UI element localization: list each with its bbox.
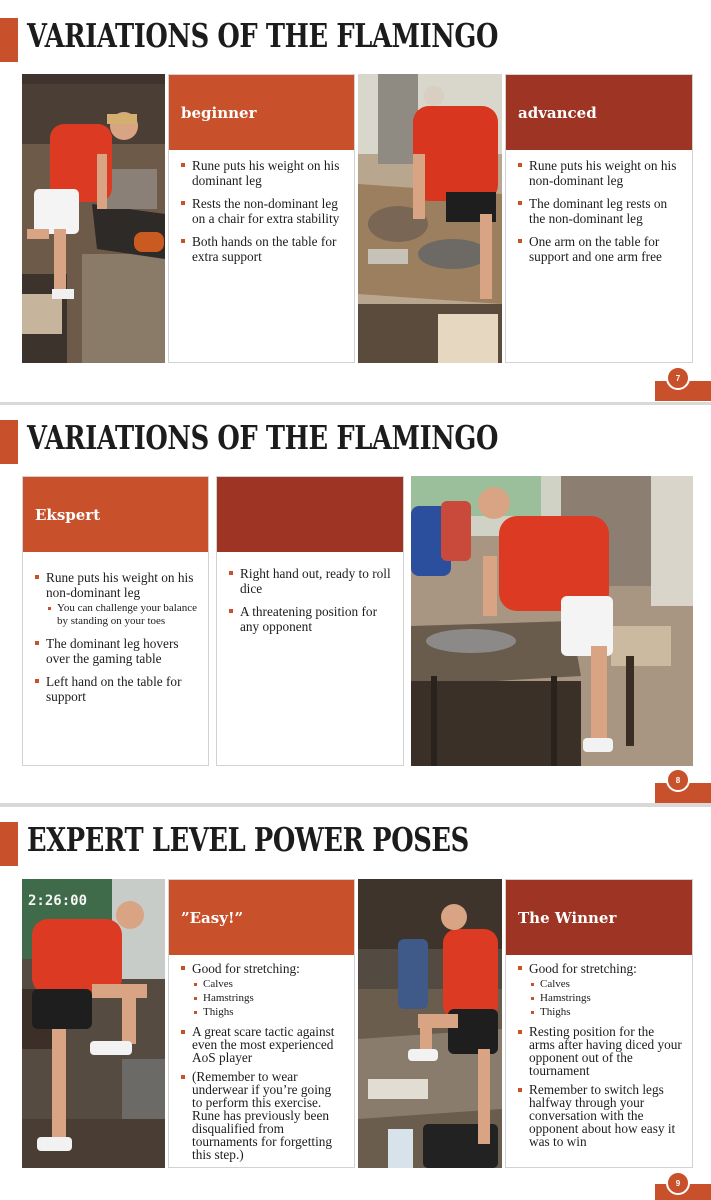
- panel-heading: The Winner: [506, 880, 692, 955]
- panel-heading: beginner: [169, 75, 354, 150]
- panel-easy: [168, 879, 355, 1168]
- bullet: Both hands on the table for extra support: [181, 234, 344, 264]
- page-number: 9: [666, 1171, 690, 1195]
- photo-beginner-pose: [22, 74, 165, 363]
- sub-bullet: Hamstrings: [529, 992, 682, 1005]
- slide-7: [0, 0, 711, 402]
- sub-bullet: Thighs: [529, 1006, 682, 1019]
- sub-bullet: Calves: [192, 978, 344, 991]
- bullet: Rune puts his weight on his dominant leg: [181, 158, 344, 188]
- sub-bullet: Calves: [529, 978, 682, 991]
- bullet-text: Good for stretching:: [529, 961, 637, 976]
- sub-bullet: You can challenge your balance by standing on your toes: [46, 602, 198, 628]
- bullet: Rune puts his weight on his non-dominant leg: [518, 158, 682, 188]
- panel-body: [169, 150, 354, 362]
- page-number: 7: [666, 366, 690, 390]
- title-accent-bar: [0, 420, 18, 464]
- slide-title: EXPERT LEVEL POWER POSES: [27, 820, 469, 859]
- bullet-text: Good for stretching:: [192, 961, 300, 976]
- bullet: [518, 961, 682, 1019]
- slide-8: [0, 405, 711, 803]
- bullet: [181, 961, 344, 1019]
- panel-beginner: [168, 74, 355, 363]
- photo-advanced-pose: [358, 74, 502, 363]
- photo-ekspert-pose: [411, 476, 693, 766]
- panel-body: [506, 955, 692, 1167]
- slide-9: [0, 807, 711, 1200]
- panel-advanced: [505, 74, 693, 363]
- sub-bullet: Thighs: [192, 1006, 344, 1019]
- panel-body: [217, 552, 403, 765]
- bullet: Remember to switch legs halfway through your conversation with the opponent about how easy it was to win: [518, 1083, 682, 1148]
- bullet: A threatening position for any opponent: [229, 604, 393, 634]
- bullet: (Remember to wear underwear if you’re going to perform this exercise. Rune has previously been disqualified from tournaments for forgetting this step.): [181, 1070, 344, 1161]
- panel-ekspert: [22, 476, 209, 766]
- photo-winner-pose: [358, 879, 502, 1168]
- bullet: The dominant leg rests on the non-dominant leg: [518, 196, 682, 226]
- bullet: Left hand on the table for support: [35, 674, 198, 704]
- bullet: [35, 570, 198, 628]
- slide-title: VARIATIONS OF THE FLAMINGO: [27, 418, 499, 457]
- bullet: Resting position for the arms after having diced your opponent out of the tournament: [518, 1025, 682, 1077]
- bullet: Right hand out, ready to roll dice: [229, 566, 393, 596]
- panel-winner: [505, 879, 693, 1168]
- panel-body: [169, 955, 354, 1167]
- title-accent-bar: [0, 18, 18, 62]
- photo-easy-pose: [22, 879, 165, 1168]
- bullet: Rests the non-dominant leg on a chair for extra stability: [181, 196, 344, 226]
- panel-body: [506, 150, 692, 362]
- panel-body: [23, 552, 208, 765]
- panel-heading: ”Easy!”: [169, 880, 354, 955]
- panel-heading: Ekspert: [23, 477, 208, 552]
- clock-readout: 2:26:00: [28, 893, 88, 909]
- bullet-text: Rune puts his weight on his non-dominant leg: [46, 570, 194, 600]
- title-accent-bar: [0, 822, 18, 866]
- panel-heading: [217, 477, 403, 552]
- bullet: One arm on the table for support and one arm free: [518, 234, 682, 264]
- slide-title: VARIATIONS OF THE FLAMINGO: [27, 16, 499, 55]
- panel-continued: [216, 476, 404, 766]
- page-number: 8: [666, 768, 690, 792]
- panel-heading: advanced: [506, 75, 692, 150]
- sub-bullet: Hamstrings: [192, 992, 344, 1005]
- bullet: A great scare tactic against even the most experienced AoS player: [181, 1025, 344, 1064]
- bullet: The dominant leg hovers over the gaming table: [35, 636, 198, 666]
